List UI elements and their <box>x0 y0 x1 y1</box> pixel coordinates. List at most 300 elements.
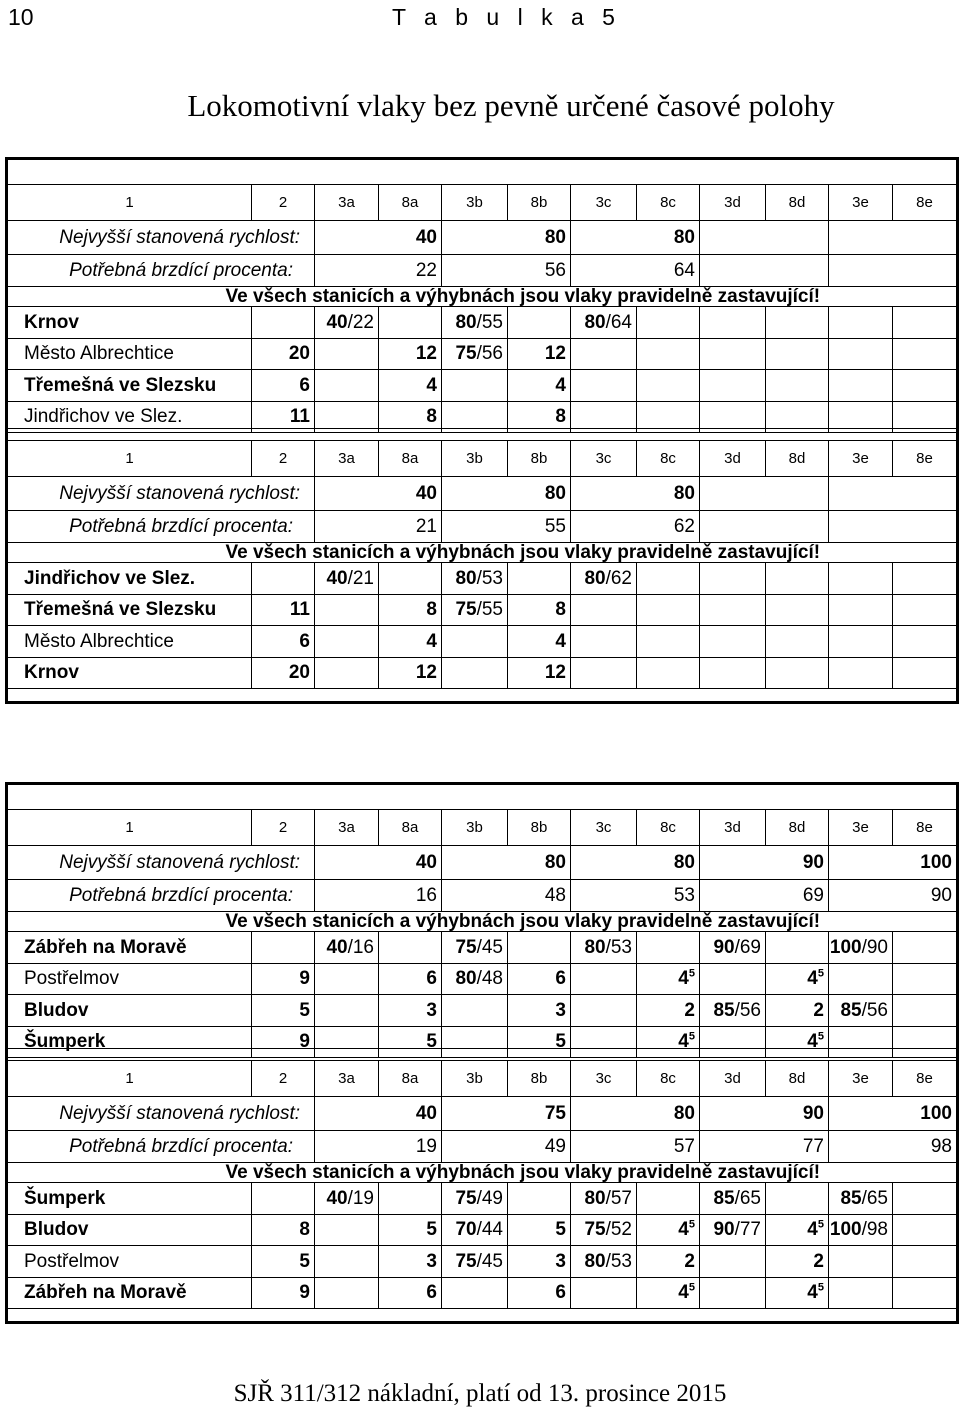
speed-value: 75 <box>455 599 477 621</box>
brake-value: 90 <box>829 880 958 912</box>
brake-value: /19 <box>347 1187 374 1209</box>
speed-value: 75 <box>455 343 477 365</box>
timetable-cell <box>379 563 442 595</box>
time-value: 4 <box>678 1219 689 1241</box>
page-number: 10 <box>8 4 34 30</box>
brake-value: /48 <box>476 968 503 990</box>
timetable-cell <box>637 626 700 658</box>
timetable-cell <box>893 307 958 339</box>
timetable-cell <box>700 338 766 370</box>
column-header: 1 <box>7 1061 252 1097</box>
timetable-cell <box>766 563 829 595</box>
speed-value: 75 <box>584 1219 606 1241</box>
station-row <box>7 1246 958 1278</box>
timetable-cell <box>893 370 958 402</box>
speed-value: 40 <box>315 477 442 511</box>
train-table-1 <box>5 157 956 445</box>
timetable-cell <box>700 963 766 995</box>
column-header: 8d <box>766 1061 829 1097</box>
station-row <box>7 370 958 402</box>
timetable-cell <box>893 1214 958 1246</box>
column-header: 3a <box>315 441 379 477</box>
speed-value: 40 <box>315 1097 442 1131</box>
station-name: Jindřichov ve Slez. <box>7 563 252 595</box>
timetable-cell <box>315 338 379 370</box>
speed-value: 75 <box>442 1097 571 1131</box>
timetable-cell <box>508 307 571 339</box>
speed-row <box>7 1097 958 1131</box>
brake-value: /55 <box>476 311 503 333</box>
timetable-cell: 4 <box>379 370 442 402</box>
timetable-cell <box>252 563 315 595</box>
timetable-cell <box>637 594 700 626</box>
timetable-cell <box>571 1277 637 1309</box>
timetable-cell <box>379 1183 442 1215</box>
brake-value: /56 <box>861 999 888 1021</box>
speed-value: 80 <box>455 311 477 333</box>
station-row <box>7 1183 958 1215</box>
brake-value: /16 <box>347 936 374 958</box>
station-row <box>7 307 958 339</box>
station-name: Krnov <box>7 307 252 339</box>
time-value: 4 <box>678 968 689 990</box>
station-row <box>7 626 958 658</box>
timetable-cell <box>442 307 508 339</box>
column-header: 3d <box>700 1061 766 1097</box>
timetable-cell <box>315 995 379 1027</box>
timetable-cell: 6 <box>379 1277 442 1309</box>
timetable-cell: 4 <box>379 626 442 658</box>
station-name: Bludov <box>7 995 252 1027</box>
timetable-cell <box>571 370 637 402</box>
timetable-cell <box>442 338 508 370</box>
speed-value: 80 <box>571 846 700 880</box>
timetable-cell: 5 <box>379 1026 442 1058</box>
speed-value: 100 <box>829 846 958 880</box>
timetable-cell: 8 <box>379 594 442 626</box>
station-name: Zábřeh na Moravě <box>7 1277 252 1309</box>
brake-row <box>7 880 958 912</box>
timetable-cell: 12 <box>379 338 442 370</box>
timetable-cell: 5 <box>508 1214 571 1246</box>
column-header: 8d <box>766 441 829 477</box>
timetable-cell <box>700 932 766 964</box>
speed-value: 80 <box>584 1250 606 1272</box>
station-name: Postřelmov <box>7 963 252 995</box>
column-header: 3d <box>700 441 766 477</box>
brake-value: /44 <box>476 1219 503 1241</box>
column-header: 8d <box>766 185 829 221</box>
brake-value: /45 <box>476 936 503 958</box>
timetable-cell <box>571 932 637 964</box>
column-header: 1 <box>7 441 252 477</box>
timetable-cell <box>252 307 315 339</box>
column-header: 3e <box>829 810 893 846</box>
notice-spacer <box>7 1163 252 1183</box>
notice-text: Ve všech stanicích a výhybnách jsou vlaky pravidelně zastavující! <box>226 543 932 563</box>
column-header: 8c <box>637 185 700 221</box>
brake-value: 77 <box>700 1131 829 1163</box>
timetable-cell <box>571 563 637 595</box>
footer-note: SJŘ 311/312 nákladní, platí od 13. prosince 2015 <box>233 1380 727 1407</box>
speed-value: 90 <box>713 1219 735 1241</box>
schedule-grid <box>5 157 959 445</box>
speed-row <box>7 221 958 255</box>
brake-value: 56 <box>442 255 571 287</box>
timetable-cell: 8 <box>508 594 571 626</box>
timetable-cell <box>893 338 958 370</box>
column-header: 1 <box>7 810 252 846</box>
blank-strip <box>7 1049 958 1061</box>
timetable-cell <box>829 932 893 964</box>
timetable-cell <box>700 370 766 402</box>
timetable-cell: 5 <box>252 1246 315 1278</box>
station-name: Krnov <box>7 657 252 689</box>
timetable-cell <box>829 1277 893 1309</box>
timetable-cell <box>700 594 766 626</box>
timetable-cell <box>700 995 766 1027</box>
column-header: 3b <box>442 1061 508 1097</box>
column-header: 3a <box>315 185 379 221</box>
notice-row <box>7 912 958 932</box>
brake-value <box>700 255 829 287</box>
timetable-cell: 12 <box>508 657 571 689</box>
timetable-cell <box>829 626 893 658</box>
column-header: 8c <box>637 810 700 846</box>
timetable-cell: 11 <box>252 401 315 433</box>
timetable-cell: 6 <box>508 1277 571 1309</box>
time-value: 4 <box>807 1219 818 1241</box>
column-header: 8d <box>766 810 829 846</box>
column-header: 8b <box>508 185 571 221</box>
timetable-cell: 2 <box>766 995 829 1027</box>
timetable-cell <box>637 1277 700 1309</box>
timetable-cell <box>637 932 700 964</box>
timetable-cell <box>637 370 700 402</box>
notice-text: Ve všech stanicích a výhybnách jsou vlaky pravidelně zastavující! <box>226 912 932 932</box>
timetable-cell <box>700 657 766 689</box>
station-name: Třemešná ve Slezsku <box>7 594 252 626</box>
station-row <box>7 563 958 595</box>
brake-value: 49 <box>442 1131 571 1163</box>
timetable-cell <box>315 1183 379 1215</box>
notice-row <box>7 1163 958 1183</box>
time-superscript: 5 <box>817 1030 824 1043</box>
brake-value: /53 <box>476 567 503 589</box>
timetable-cell: 6 <box>252 626 315 658</box>
notice-spacer <box>7 912 252 932</box>
brake-value: /55 <box>476 599 503 621</box>
timetable-cell <box>637 307 700 339</box>
brake-value: /65 <box>861 1187 888 1209</box>
schedule-grid <box>5 782 959 1070</box>
blank-strip <box>7 159 958 185</box>
column-header: 2 <box>252 810 315 846</box>
timetable-cell: 5 <box>252 995 315 1027</box>
timetable-cell <box>442 563 508 595</box>
schedule-grid <box>5 1048 959 1324</box>
timetable-cell <box>893 626 958 658</box>
brake-value: /53 <box>605 1250 632 1272</box>
timetable-cell <box>571 657 637 689</box>
timetable-cell: 2 <box>637 1246 700 1278</box>
column-header: 3a <box>315 810 379 846</box>
column-header: 3a <box>315 1061 379 1097</box>
timetable-cell <box>637 963 700 995</box>
time-superscript: 5 <box>817 1281 824 1294</box>
timetable-cell <box>571 307 637 339</box>
speed-value: 90 <box>700 1097 829 1131</box>
timetable-cell <box>442 594 508 626</box>
brake-value: 98 <box>829 1131 958 1163</box>
timetable-cell <box>766 1183 829 1215</box>
speed-value: 100 <box>829 1219 862 1241</box>
timetable-cell <box>571 995 637 1027</box>
speed-value: 40 <box>326 311 348 333</box>
speed-value: 80 <box>455 968 477 990</box>
timetable-cell <box>893 963 958 995</box>
brake-label: Potřebná brzdící procenta: <box>7 880 315 912</box>
timetable-cell: 3 <box>379 1246 442 1278</box>
timetable-cell <box>315 657 379 689</box>
timetable-cell <box>442 1246 508 1278</box>
brake-value: /57 <box>605 1187 632 1209</box>
timetable-cell <box>315 1246 379 1278</box>
timetable-cell <box>766 307 829 339</box>
timetable-cell <box>700 1246 766 1278</box>
timetable-cell <box>700 563 766 595</box>
timetable-cell: 4 <box>508 370 571 402</box>
timetable-cell <box>829 1246 893 1278</box>
brake-value: 48 <box>442 880 571 912</box>
brake-value: /56 <box>476 343 503 365</box>
brake-value: /90 <box>861 936 888 958</box>
timetable-cell <box>442 657 508 689</box>
timetable-cell: 6 <box>508 963 571 995</box>
brake-value: /49 <box>476 1187 503 1209</box>
column-header: 3c <box>571 1061 637 1097</box>
column-header: 3b <box>442 810 508 846</box>
blank-strip <box>7 429 958 441</box>
timetable-cell <box>700 1214 766 1246</box>
timetable-cell: 5 <box>508 1026 571 1058</box>
timetable-cell <box>829 370 893 402</box>
brake-value: /45 <box>476 1250 503 1272</box>
column-header: 8e <box>893 1061 958 1097</box>
brake-value: /52 <box>605 1219 632 1241</box>
brake-value: /65 <box>734 1187 761 1209</box>
time-superscript: 5 <box>688 1281 695 1294</box>
timetable-cell <box>829 594 893 626</box>
timetable-cell <box>893 594 958 626</box>
timetable-cell <box>829 963 893 995</box>
speed-value: 40 <box>315 221 442 255</box>
brake-value: 55 <box>442 511 571 543</box>
timetable-cell <box>637 338 700 370</box>
speed-value: 40 <box>326 1187 348 1209</box>
column-header: 3d <box>700 185 766 221</box>
timetable-cell <box>571 1246 637 1278</box>
brake-value: /62 <box>605 567 632 589</box>
timetable-cell <box>508 1183 571 1215</box>
timetable-cell <box>829 338 893 370</box>
column-header: 3c <box>571 185 637 221</box>
time-superscript: 5 <box>688 1218 695 1231</box>
timetable-cell <box>700 307 766 339</box>
brake-row <box>7 255 958 287</box>
station-row <box>7 932 958 964</box>
station-name: Město Albrechtice <box>7 338 252 370</box>
time-superscript: 5 <box>688 1030 695 1043</box>
column-header: 8a <box>379 185 442 221</box>
speed-value <box>700 221 829 255</box>
timetable-cell <box>442 932 508 964</box>
timetable-cell: 20 <box>252 657 315 689</box>
timetable-cell <box>637 657 700 689</box>
timetable-cell <box>893 1183 958 1215</box>
speed-value: 90 <box>713 936 735 958</box>
timetable-cell: 20 <box>252 338 315 370</box>
timetable-cell <box>893 563 958 595</box>
speed-value: 80 <box>442 846 571 880</box>
timetable-cell <box>829 563 893 595</box>
column-header: 8a <box>379 1061 442 1097</box>
time-value: 4 <box>807 1031 818 1053</box>
brake-value: /77 <box>734 1219 761 1241</box>
speed-value: 75 <box>455 1187 477 1209</box>
column-header: 3e <box>829 441 893 477</box>
station-row <box>7 338 958 370</box>
speed-value: 85 <box>713 999 735 1021</box>
closing-strip <box>7 1309 958 1323</box>
brake-value: /21 <box>347 567 374 589</box>
column-header: 8b <box>508 1061 571 1097</box>
timetable-cell <box>766 1214 829 1246</box>
speed-value: 80 <box>584 936 606 958</box>
brake-value <box>829 511 958 543</box>
blank-strip <box>7 1309 958 1323</box>
timetable-cell: 8 <box>252 1214 315 1246</box>
timetable-cell: 4 <box>508 626 571 658</box>
notice-spacer <box>7 287 252 307</box>
time-superscript: 5 <box>817 1218 824 1231</box>
column-header-row <box>7 185 958 221</box>
timetable-cell <box>893 657 958 689</box>
speed-label: Nejvyšší stanovená rychlost: <box>7 1097 315 1131</box>
schedule-grid <box>5 428 959 704</box>
page-heading: T a b u l k a 5 <box>392 4 621 30</box>
timetable-cell <box>893 1277 958 1309</box>
column-header: 1 <box>7 185 252 221</box>
timetable-cell <box>893 932 958 964</box>
timetable-cell: 12 <box>508 338 571 370</box>
timetable-cell <box>442 626 508 658</box>
timetable-cell <box>766 963 829 995</box>
column-header: 2 <box>252 185 315 221</box>
timetable-cell <box>571 626 637 658</box>
brake-value: /56 <box>734 999 761 1021</box>
brake-value: 19 <box>315 1131 442 1163</box>
column-header-row <box>7 810 958 846</box>
speed-value: 100 <box>829 1097 958 1131</box>
speed-value: 85 <box>840 1187 862 1209</box>
station-name: Postřelmov <box>7 1246 252 1278</box>
brake-value: /69 <box>734 936 761 958</box>
brake-value: /98 <box>861 1219 888 1241</box>
column-header: 8e <box>893 810 958 846</box>
timetable-cell <box>442 963 508 995</box>
timetable-cell <box>315 563 379 595</box>
blank-strip <box>7 784 958 810</box>
timetable-cell <box>315 370 379 402</box>
blank-strip <box>7 689 958 703</box>
timetable-cell <box>700 1183 766 1215</box>
timetable-cell <box>829 1214 893 1246</box>
column-header: 3b <box>442 441 508 477</box>
time-superscript: 5 <box>817 967 824 980</box>
column-header: 3c <box>571 810 637 846</box>
time-value: 4 <box>678 1282 689 1304</box>
timetable-cell <box>571 1214 637 1246</box>
brake-value: 57 <box>571 1131 700 1163</box>
timetable-cell <box>700 1277 766 1309</box>
timetable-cell <box>508 563 571 595</box>
speed-value: 40 <box>315 846 442 880</box>
brake-value <box>700 511 829 543</box>
timetable-cell <box>829 307 893 339</box>
speed-value: 40 <box>326 936 348 958</box>
timetable-cell <box>252 932 315 964</box>
timetable-cell <box>315 594 379 626</box>
station-name: Jindřichov ve Slez. <box>7 401 252 433</box>
column-header: 2 <box>252 1061 315 1097</box>
speed-value: 70 <box>455 1219 477 1241</box>
column-header: 8e <box>893 441 958 477</box>
speed-value <box>700 477 829 511</box>
timetable-cell <box>442 1214 508 1246</box>
column-header: 2 <box>252 441 315 477</box>
train-table-3 <box>5 782 956 1070</box>
timetable-cell <box>700 626 766 658</box>
station-row <box>7 594 958 626</box>
timetable-cell <box>571 1183 637 1215</box>
timetable-cell <box>442 370 508 402</box>
timetable-cell: 6 <box>379 963 442 995</box>
column-header: 8c <box>637 441 700 477</box>
speed-value: 85 <box>713 1187 735 1209</box>
time-value: 4 <box>807 1282 818 1304</box>
timetable-cell <box>315 1277 379 1309</box>
time-value: 4 <box>807 968 818 990</box>
brake-row <box>7 1131 958 1163</box>
speed-value: 85 <box>840 999 862 1021</box>
speed-value <box>829 221 958 255</box>
brake-value: 64 <box>571 255 700 287</box>
speed-value: 80 <box>584 311 606 333</box>
timetable-cell <box>315 932 379 964</box>
timetable-cell <box>766 338 829 370</box>
brake-value: 53 <box>571 880 700 912</box>
timetable-cell: 9 <box>252 1026 315 1058</box>
notice-row <box>7 287 958 307</box>
station-row <box>7 1214 958 1246</box>
time-superscript: 5 <box>688 967 695 980</box>
notice-spacer <box>7 543 252 563</box>
timetable-cell <box>315 626 379 658</box>
column-header: 8a <box>379 441 442 477</box>
column-header: 3e <box>829 1061 893 1097</box>
timetable-cell <box>893 995 958 1027</box>
